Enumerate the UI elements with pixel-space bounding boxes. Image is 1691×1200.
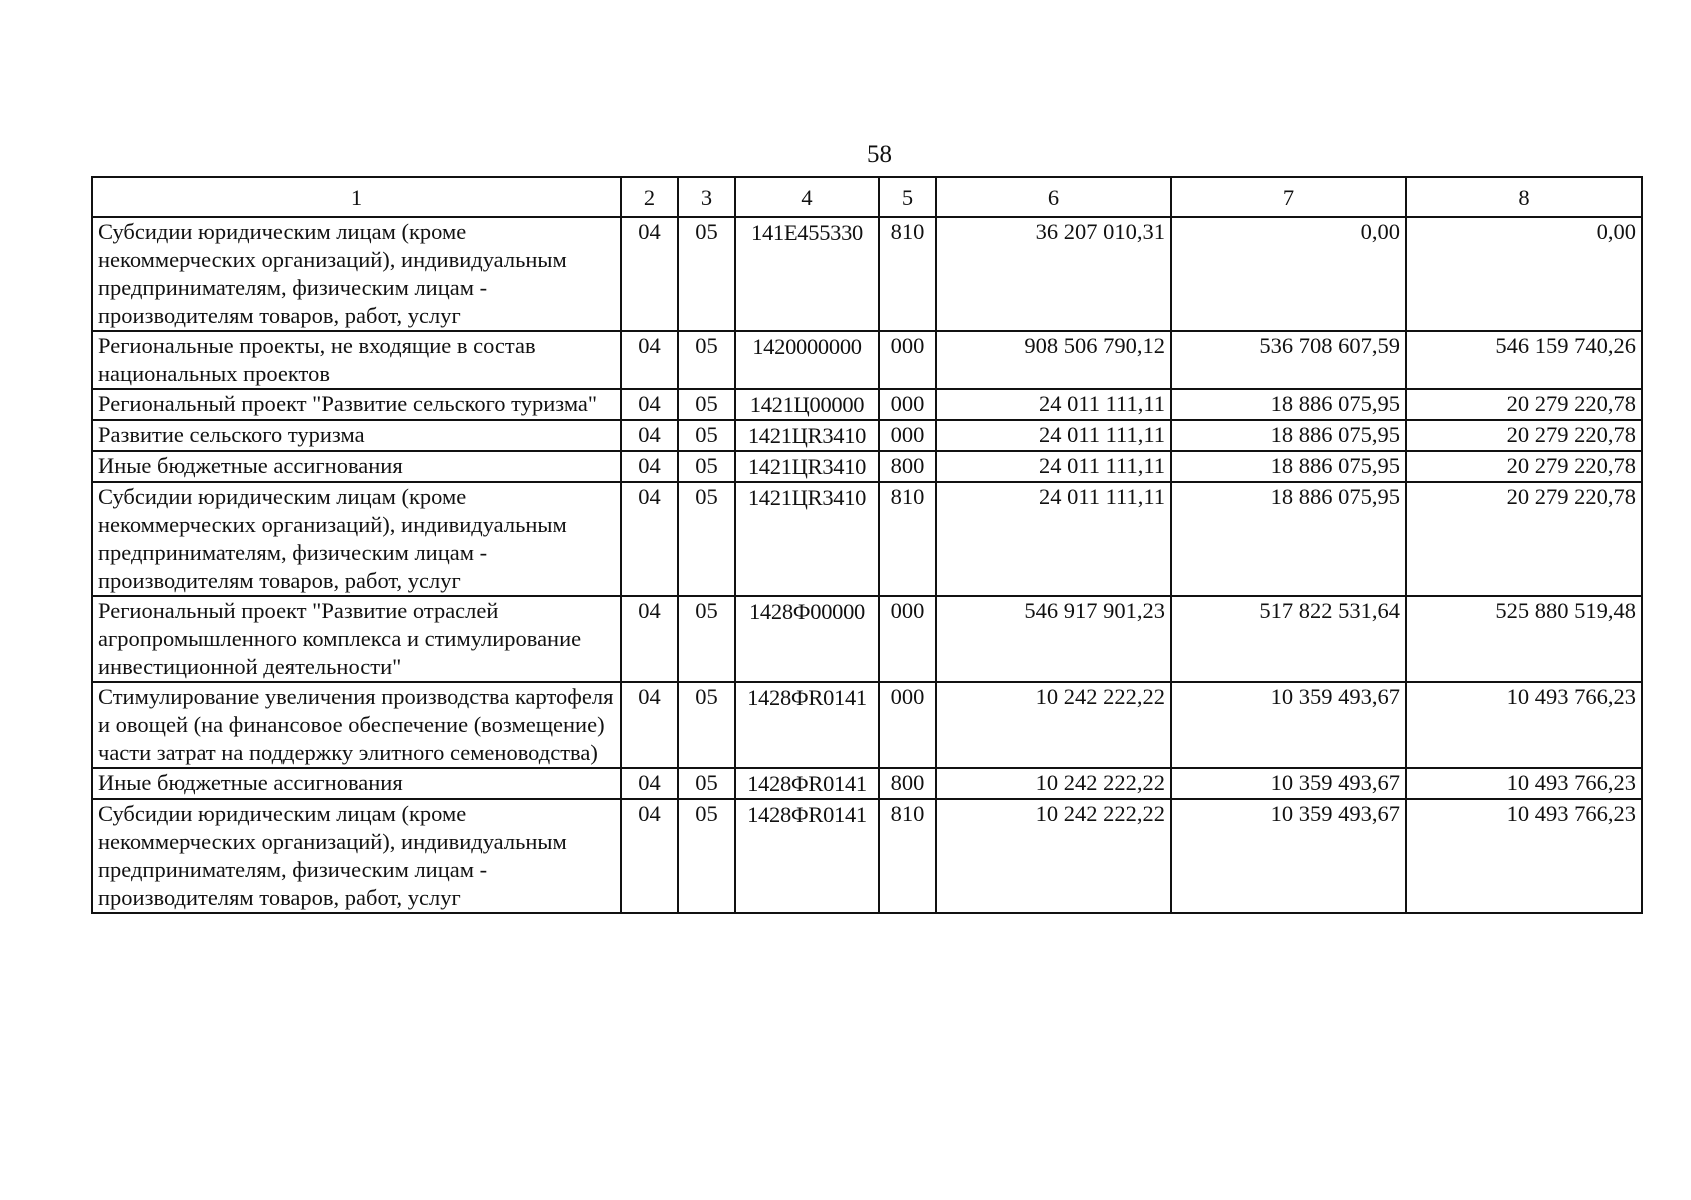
subsection-code: 05: [678, 768, 735, 799]
amount-col-7: 18 886 075,95: [1171, 482, 1406, 596]
table-row: [92, 682, 1642, 768]
target-article-code: 1428ФR0141: [735, 682, 879, 768]
subsection-code: 05: [678, 217, 735, 331]
subsection-code: 05: [678, 482, 735, 596]
amount-col-7: 18 886 075,95: [1171, 420, 1406, 451]
amount-col-6: 24 011 111,11: [936, 389, 1171, 420]
subsection-code: 05: [678, 799, 735, 913]
expense-type-code: 000: [879, 420, 936, 451]
table-row: [92, 389, 1642, 420]
amount-col-8: 20 279 220,78: [1406, 420, 1642, 451]
table-row: [92, 331, 1642, 389]
table-row: [92, 799, 1642, 913]
expense-name: Субсидии юридическим лицам (кроме некоммерческих организаций), индивидуальным предпринимателям, физическим лицам - производителям товаров, работ, услуг: [92, 799, 621, 913]
column-header: 1: [92, 177, 621, 217]
page-number: 58: [867, 141, 892, 168]
section-code: 04: [621, 482, 678, 596]
section-code: 04: [621, 331, 678, 389]
table-row: [92, 451, 1642, 482]
expense-name: Региональный проект "Развитие отраслей агропромышленного комплекса и стимулирование инвестиционной деятельности": [92, 596, 621, 682]
amount-col-8: 20 279 220,78: [1406, 451, 1642, 482]
amount-col-7: 10 359 493,67: [1171, 768, 1406, 799]
target-article-code: 1428ФR0141: [735, 768, 879, 799]
amount-col-8: 20 279 220,78: [1406, 389, 1642, 420]
expense-name: Субсидии юридическим лицам (кроме некоммерческих организаций), индивидуальным предпринимателям, физическим лицам - производителям товаров, работ, услуг: [92, 482, 621, 596]
table-row: [92, 768, 1642, 799]
column-header: 4: [735, 177, 879, 217]
expense-type-code: 810: [879, 799, 936, 913]
amount-col-7: 18 886 075,95: [1171, 389, 1406, 420]
table-row: [92, 596, 1642, 682]
amount-col-6: 24 011 111,11: [936, 451, 1171, 482]
subsection-code: 05: [678, 451, 735, 482]
subsection-code: 05: [678, 596, 735, 682]
amount-col-6: 24 011 111,11: [936, 420, 1171, 451]
amount-col-8: 10 493 766,23: [1406, 768, 1642, 799]
section-code: 04: [621, 682, 678, 768]
table-row: [92, 217, 1642, 331]
expense-name: Региональные проекты, не входящие в состав национальных проектов: [92, 331, 621, 389]
amount-col-8: 525 880 519,48: [1406, 596, 1642, 682]
section-code: 04: [621, 217, 678, 331]
amount-col-7: 10 359 493,67: [1171, 799, 1406, 913]
column-header: 2: [621, 177, 678, 217]
expense-type-code: 000: [879, 389, 936, 420]
expense-name: Иные бюджетные ассигнования: [92, 768, 621, 799]
target-article-code: 1428ФR0141: [735, 799, 879, 913]
expense-type-code: 800: [879, 768, 936, 799]
amount-col-8: 0,00: [1406, 217, 1642, 331]
column-header: 7: [1171, 177, 1406, 217]
target-article-code: 1420000000: [735, 331, 879, 389]
section-code: 04: [621, 389, 678, 420]
amount-col-6: 908 506 790,12: [936, 331, 1171, 389]
subsection-code: 05: [678, 331, 735, 389]
amount-col-6: 10 242 222,22: [936, 682, 1171, 768]
expense-name: Иные бюджетные ассигнования: [92, 451, 621, 482]
expense-name: Региональный проект "Развитие сельского туризма": [92, 389, 621, 420]
amount-col-7: 517 822 531,64: [1171, 596, 1406, 682]
expense-type-code: 800: [879, 451, 936, 482]
amount-col-8: 10 493 766,23: [1406, 682, 1642, 768]
amount-col-7: 536 708 607,59: [1171, 331, 1406, 389]
column-header: 6: [936, 177, 1171, 217]
column-header: 5: [879, 177, 936, 217]
expense-type-code: 000: [879, 682, 936, 768]
target-article-code: 1421Ц00000: [735, 389, 879, 420]
table-row: [92, 420, 1642, 451]
target-article-code: 1421ЦR3410: [735, 482, 879, 596]
expense-name: Стимулирование увеличения производства картофеля и овощей (на финансовое обеспечение (возмещение) части затрат на поддержку элитного семеноводства): [92, 682, 621, 768]
amount-col-6: 10 242 222,22: [936, 768, 1171, 799]
column-header: 3: [678, 177, 735, 217]
amount-col-7: 10 359 493,67: [1171, 682, 1406, 768]
amount-col-8: 10 493 766,23: [1406, 799, 1642, 913]
target-article-code: 1421ЦR3410: [735, 451, 879, 482]
amount-col-6: 36 207 010,31: [936, 217, 1171, 331]
target-article-code: 1428Ф00000: [735, 596, 879, 682]
subsection-code: 05: [678, 420, 735, 451]
table-row: [92, 482, 1642, 596]
target-article-code: 141E455330: [735, 217, 879, 331]
section-code: 04: [621, 420, 678, 451]
column-header: 8: [1406, 177, 1642, 217]
subsection-code: 05: [678, 389, 735, 420]
amount-col-8: 20 279 220,78: [1406, 482, 1642, 596]
column-number-header-row: [92, 177, 1642, 217]
expense-type-code: 000: [879, 596, 936, 682]
amount-col-7: 0,00: [1171, 217, 1406, 331]
expense-type-code: 810: [879, 217, 936, 331]
amount-col-8: 546 159 740,26: [1406, 331, 1642, 389]
expense-name: Субсидии юридическим лицам (кроме некоммерческих организаций), индивидуальным предпринимателям, физическим лицам - производителям товаров, работ, услуг: [92, 217, 621, 331]
expense-type-code: 000: [879, 331, 936, 389]
amount-col-7: 18 886 075,95: [1171, 451, 1406, 482]
amount-col-6: 546 917 901,23: [936, 596, 1171, 682]
section-code: 04: [621, 596, 678, 682]
section-code: 04: [621, 799, 678, 913]
target-article-code: 1421ЦR3410: [735, 420, 879, 451]
section-code: 04: [621, 451, 678, 482]
amount-col-6: 10 242 222,22: [936, 799, 1171, 913]
budget-table: [91, 176, 1643, 914]
expense-name: Развитие сельского туризма: [92, 420, 621, 451]
subsection-code: 05: [678, 682, 735, 768]
amount-col-6: 24 011 111,11: [936, 482, 1171, 596]
expense-type-code: 810: [879, 482, 936, 596]
section-code: 04: [621, 768, 678, 799]
